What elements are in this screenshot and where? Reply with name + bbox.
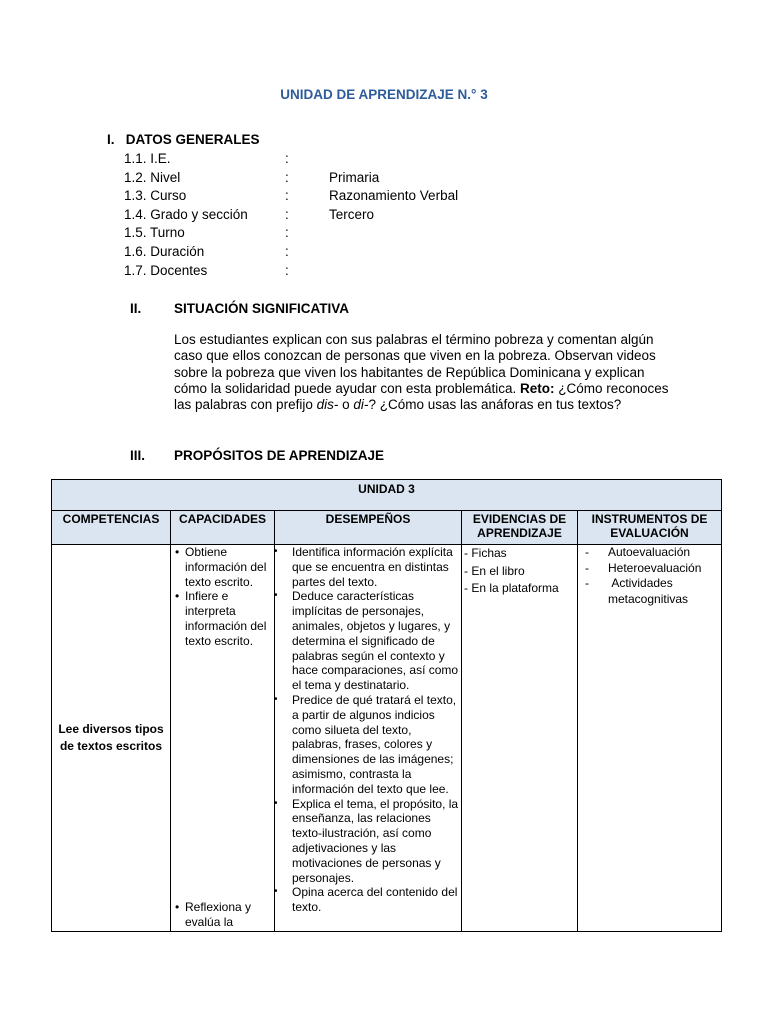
dato-label: 1.2. Nivel	[124, 169, 181, 185]
reto-label: Reto:	[519, 380, 555, 396]
capacidad-item: • Reflexiona y evalúa la	[171, 900, 273, 930]
instrumento-item: - Autoevaluación	[578, 545, 721, 561]
capacidad-item: • Infiere e interpreta información del texto escrito.	[171, 589, 274, 648]
situacion-paragraph	[174, 332, 674, 413]
evidencia-item: - En la plataforma	[464, 581, 559, 595]
prefix-dis: dis-	[316, 397, 339, 413]
dato-label: 1.3. Curso	[124, 188, 187, 203]
dato-colon: :	[285, 225, 289, 240]
dato-colon: :	[285, 206, 289, 222]
instrumento-item: - Heteroevaluación	[578, 561, 721, 577]
situacion-text: Los estudiantes explican con sus palabras el término pobreza y comentan algún caso que ellos conozcan de personas que viven en la pobreza. Observan videos sobre la pobreza que viven los habitantes de República Dominicana y explican cómo la solidaridad puede ayudar con esta problemática.	[174, 332, 656, 396]
instrumentos-cell	[578, 545, 722, 932]
capacidad-item: • Obtiene información del texto escrito.	[171, 545, 274, 589]
evidencia-item: - En el libro	[464, 563, 525, 578]
desempeno-item: • Deduce características implícitas de personajes, animales, objetos y lugares, y determina el significado de palabras según el contexto y hace comparaciones, así como el tema y destinatario.	[275, 589, 461, 693]
dato-colon: :	[285, 243, 289, 259]
section-3-number: III.	[130, 448, 146, 463]
dato-label: 1.6. Duración	[124, 243, 205, 259]
reto-word-o: o	[342, 397, 350, 413]
dato-label: 1.5. Turno	[124, 225, 185, 240]
header-capacidades: CAPACIDADES	[171, 511, 275, 545]
dato-value: Primaria	[329, 169, 380, 185]
dato-colon: :	[285, 188, 289, 203]
instrumento-item: - Actividades metacognitivas	[578, 576, 721, 607]
evidencias-cell	[462, 545, 578, 932]
unit-header: UNIDAD 3	[52, 480, 722, 511]
section-1-heading: I. DATOS GENERALES	[107, 132, 260, 147]
propositos-table	[51, 479, 722, 932]
evidencia-item: - Fichas	[464, 546, 507, 560]
dato-value: Tercero	[329, 206, 375, 222]
prefix-di: di-	[353, 397, 369, 413]
document-title: UNIDAD DE APRENDIZAJE N.° 3	[280, 87, 488, 102]
header-instrumentos: INSTRUMENTOS DE EVALUACIÓN	[578, 511, 722, 545]
reto-question-a: ¿Cómo reconoces las palabras con prefijo	[174, 380, 669, 413]
dato-colon: :	[285, 263, 289, 278]
desempenos-cell	[275, 545, 462, 932]
dato-label: 1.1. I.E.	[124, 151, 171, 166]
desempeno-item: • Opina acerca del contenido del texto.	[275, 885, 461, 915]
dato-colon: :	[285, 169, 289, 185]
section-2-heading: SITUACIÓN SIGNIFICATIVA	[174, 301, 349, 316]
desempeno-item: • Predice de qué tratará el texto, a partir de algunos indicios como silueta del texto, palabras, frases, colores y dimensiones de las imágenes; asimismo, contrasta la información del texto que lee.	[275, 693, 461, 797]
dato-label: 1.7. Docentes	[124, 263, 208, 278]
section-3-heading: PROPÓSITOS DE APRENDIZAJE	[174, 448, 385, 463]
capacidades-cell	[171, 545, 275, 932]
section-2-number: II.	[130, 301, 142, 316]
desempeno-item: • Explica el tema, el propósito, la enseñanza, las relaciones texto-ilustración, así como adjetivaciones y las motivaciones de personas y personajes.	[275, 797, 461, 886]
header-evidencias: EVIDENCIAS DE APRENDIZAJE	[462, 511, 578, 545]
reto-question-b: ? ¿Cómo usas las anáforas en tus textos?	[368, 397, 622, 413]
header-competencias: COMPETENCIAS	[52, 511, 171, 545]
competencia-cell: Lee diversos tipos de textos escritos	[52, 545, 171, 932]
dato-label: 1.4. Grado y sección	[124, 206, 248, 222]
header-desempenos: DESEMPEÑOS	[275, 511, 462, 545]
desempeno-item: • Identifica información explícita que se encuentra en distintas partes del texto.	[275, 545, 461, 589]
dato-value: Razonamiento Verbal	[329, 188, 459, 203]
dato-colon: :	[285, 151, 289, 166]
